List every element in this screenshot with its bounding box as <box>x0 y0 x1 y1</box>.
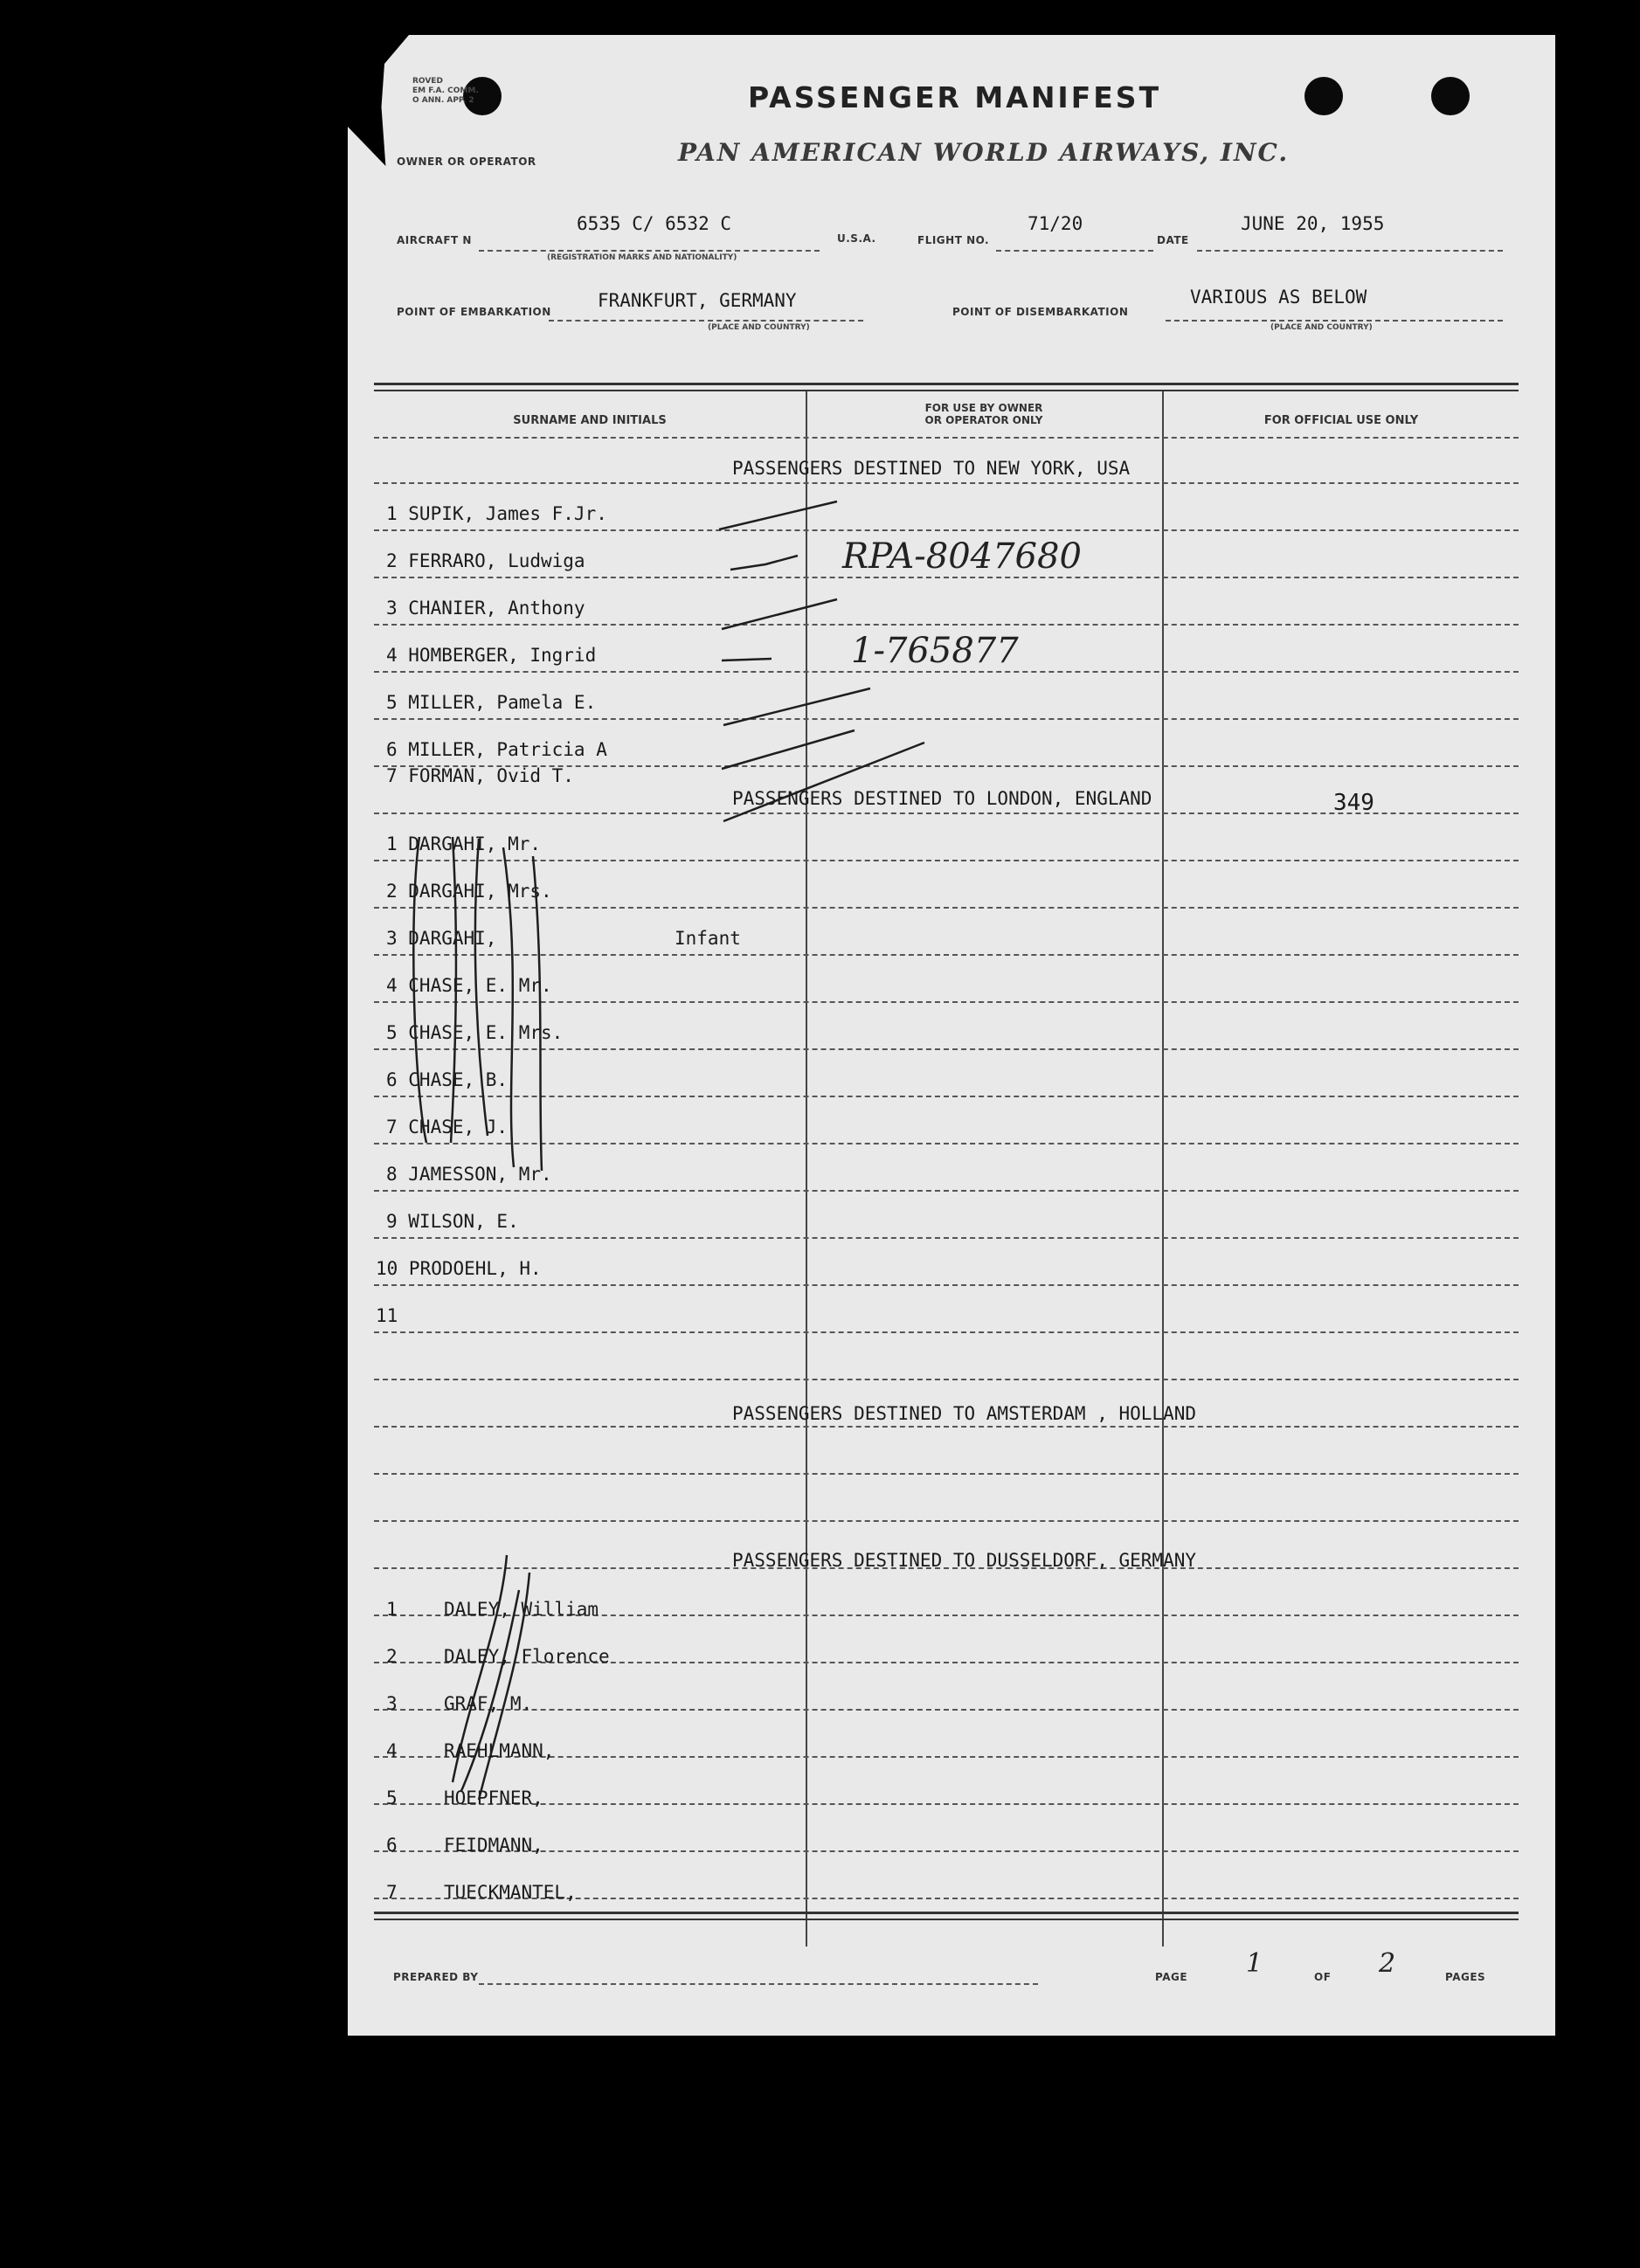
passenger-row: RAEHLMANN, <box>444 1740 555 1761</box>
check-stroke <box>722 659 772 660</box>
passenger-row: 6 MILLER, Patricia A <box>386 739 607 760</box>
passenger-row: 3 CHANIER, Anthony <box>386 598 585 619</box>
passenger-row: 7 FORMAN, Ovid T. <box>386 765 574 786</box>
col-official-use: FOR OFFICIAL USE ONLY <box>1263 414 1419 427</box>
section-amsterdam: PASSENGERS DESTINED TO AMSTERDAM , HOLLAND <box>732 1403 1197 1424</box>
aircraft-value: 6535 C/ 6532 C <box>577 213 732 234</box>
handwritten-ferraro-code: RPA-8047680 <box>842 536 1082 577</box>
passenger-row: 5 MILLER, Pamela E. <box>386 692 597 713</box>
disembark-label: POINT OF DISEMBARKATION <box>952 306 1129 318</box>
passenger-row: 8 JAMESSON, Mr. <box>386 1164 552 1185</box>
passenger-row: 7 CHASE, J. <box>386 1117 509 1137</box>
prepared-by-label: PREPARED BY <box>393 1971 479 1983</box>
infant-note: Infant <box>675 928 741 949</box>
check-stroke <box>723 688 870 725</box>
embark-label: POINT OF EMBARKATION <box>397 306 551 318</box>
passenger-row: 3 DARGAHI, <box>386 928 497 949</box>
section-dusseldorf: PASSENGERS DESTINED TO DUSSELDORF, GERMANY <box>732 1550 1197 1571</box>
nationality: U.S.A. <box>837 232 876 245</box>
passenger-num: 5 <box>386 1787 398 1808</box>
passenger-num: 4 <box>386 1740 398 1761</box>
registration-caption: (REGISTRATION MARKS AND NATIONALITY) <box>547 253 737 262</box>
col-owner-use-line: FOR USE BY OWNER <box>924 402 1043 414</box>
owner-label: OWNER OR OPERATOR <box>397 156 536 168</box>
section-new-york: PASSENGERS DESTINED TO NEW YORK, USA <box>732 458 1131 479</box>
passenger-row: DALEY, William <box>444 1599 599 1620</box>
handwritten-marks <box>348 35 1555 2036</box>
embark-caption: (PLACE AND COUNTRY) <box>708 323 810 332</box>
col-owner-use-line: OR OPERATOR ONLY <box>924 414 1043 426</box>
of-value: 2 <box>1379 1948 1396 1979</box>
date-label: DATE <box>1157 234 1189 246</box>
passenger-num: 6 <box>386 1835 398 1856</box>
page-label: PAGE <box>1155 1971 1188 1983</box>
company-name: PAN AMERICAN WORLD AIRWAYS, INC. <box>678 138 1290 167</box>
embark-value: FRANKFURT, GERMANY <box>598 290 797 311</box>
passenger-row: HOEPFNER, <box>444 1787 543 1808</box>
official-number: 349 <box>1333 790 1374 816</box>
passenger-row: 1 SUPIK, James F.Jr. <box>386 503 607 524</box>
flight-label: FLIGHT NO. <box>917 234 990 246</box>
passenger-row: 11 <box>376 1305 398 1326</box>
check-stroke <box>723 743 924 821</box>
page-value: 1 <box>1246 1948 1263 1979</box>
disembark-caption: (PLACE AND COUNTRY) <box>1270 323 1373 332</box>
scribble-strokes <box>453 1555 529 1800</box>
page-title: PASSENGER MANIFEST <box>748 80 1162 114</box>
passenger-row: GRAF, M. <box>444 1693 533 1714</box>
passenger-num: 2 <box>386 1646 398 1667</box>
passenger-row: 2 FERRARO, Ludwiga <box>386 550 585 571</box>
disembark-value: VARIOUS AS BELOW <box>1190 287 1367 308</box>
pages-label: PAGES <box>1445 1971 1486 1983</box>
passenger-row: 4 HOMBERGER, Ingrid <box>386 645 597 666</box>
passenger-num: 3 <box>386 1693 398 1714</box>
approval-line: O ANN. APP. 2 <box>412 96 474 105</box>
passenger-row: 9 WILSON, E. <box>386 1211 519 1232</box>
passenger-row: 5 CHASE, E. Mrs. <box>386 1022 564 1043</box>
aircraft-label: AIRCRAFT N <box>397 234 472 246</box>
handwritten-homberger-code: 1-765877 <box>851 631 1019 671</box>
check-stroke <box>722 730 855 769</box>
passenger-row: TUECKMANTEL, <box>444 1882 577 1903</box>
approval-line: ROVED <box>412 77 443 86</box>
passenger-num: 7 <box>386 1882 398 1903</box>
check-stroke <box>719 501 837 529</box>
date-value: JUNE 20, 1955 <box>1241 213 1385 234</box>
passenger-row: 1 DARGAHI, Mr. <box>386 833 542 854</box>
flight-value: 71/20 <box>1028 213 1083 234</box>
bracket-strokes <box>413 837 542 1171</box>
passenger-row: DALEY, Florence <box>444 1646 610 1667</box>
passenger-row: 6 CHASE, B. <box>386 1069 509 1090</box>
passenger-num: 1 <box>386 1599 398 1620</box>
check-stroke <box>730 556 798 570</box>
passenger-row: 10 PRODOEHL, H. <box>376 1258 542 1279</box>
passenger-row: 4 CHASE, E. Mr. <box>386 975 552 996</box>
passenger-row: 2 DARGAHI, Mrs. <box>386 881 552 902</box>
section-london: PASSENGERS DESTINED TO LONDON, ENGLAND <box>732 788 1152 809</box>
of-label: OF <box>1314 1971 1332 1983</box>
passenger-row: FEIDMANN, <box>444 1835 543 1856</box>
col-surname: SURNAME AND INITIALS <box>513 414 667 427</box>
manifest-sheet <box>348 35 1555 2036</box>
check-stroke <box>722 599 837 629</box>
approval-line: EM F.A. COMM. <box>412 86 479 95</box>
